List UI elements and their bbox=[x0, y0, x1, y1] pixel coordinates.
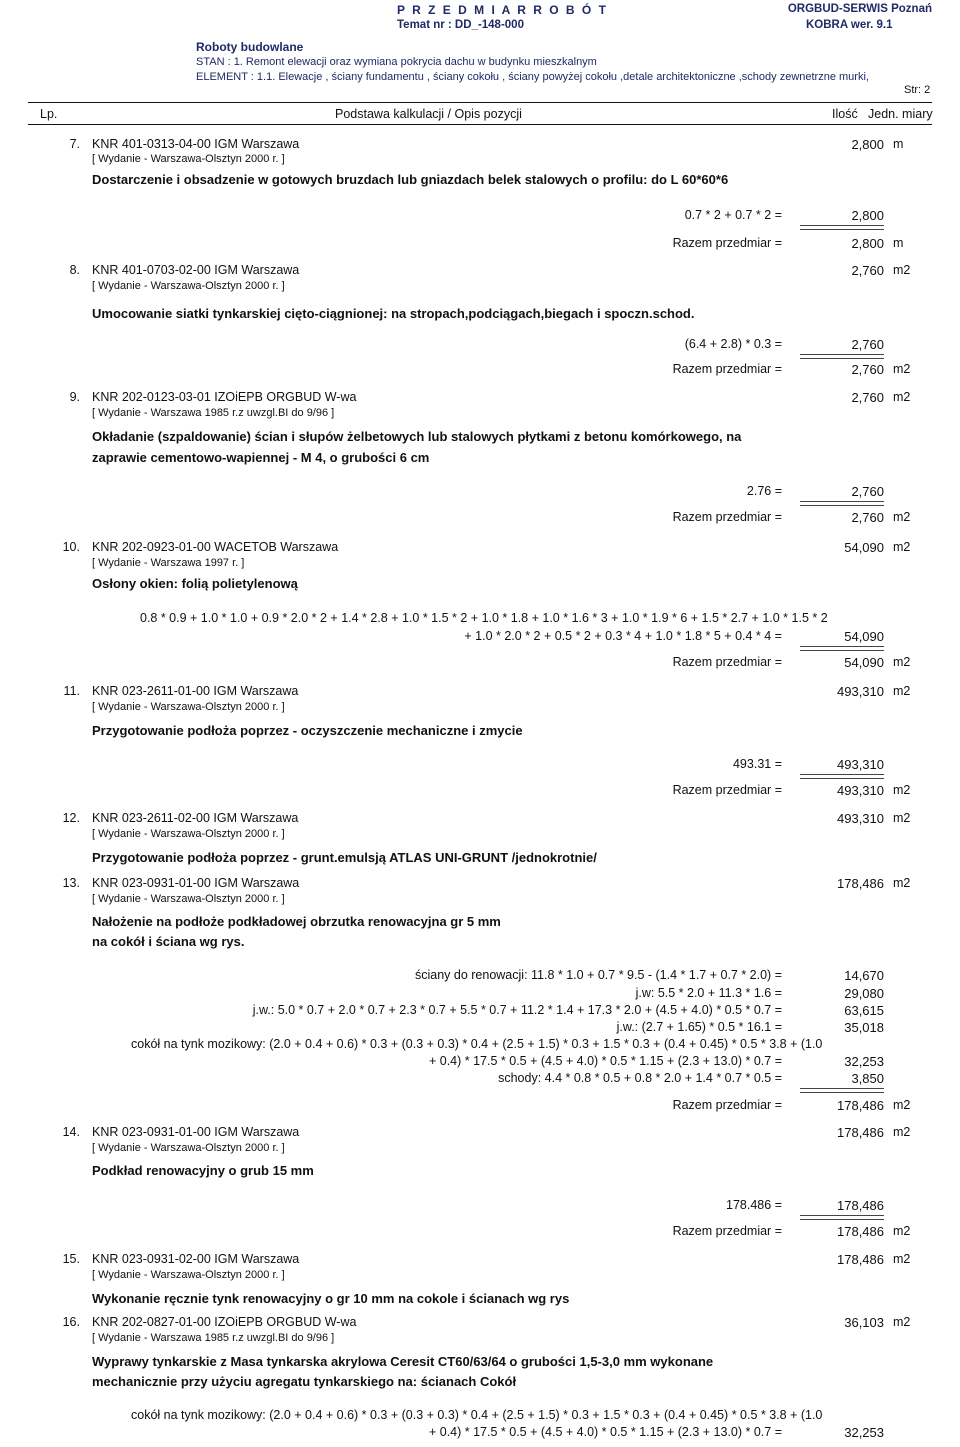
item-edition: [ Wydanie - Warszawa-Olsztyn 2000 r. ] bbox=[92, 701, 285, 713]
col-lp: Lp. bbox=[40, 107, 58, 121]
item-edition: [ Wydanie - Warszawa 1985 r.z uwzgl.BI do 9/96 ] bbox=[92, 1332, 335, 1344]
company-name: ORGBUD-SERWIS Poznań bbox=[787, 3, 932, 15]
item-description: Wyprawy tynkarskie z Masa tynkarska akrylowa Ceresit CT60/63/64 o grubości 1,5-3,0 mm wykonane bbox=[92, 1354, 714, 1369]
category-title: Roboty budowlane bbox=[196, 40, 304, 54]
software-version: KOBRA wer. 9.1 bbox=[806, 19, 893, 31]
item-edition: [ Wydanie - Warszawa-Olsztyn 2000 r. ] bbox=[92, 828, 285, 840]
col-qty: Ilość bbox=[832, 107, 858, 121]
razem-unit: m2 bbox=[893, 510, 911, 524]
calc-value: 32,253 bbox=[844, 1425, 884, 1440]
item-description: Okładanie (szpaldowanie) ścian i słupów żelbetowych lub stalowych płytkami z betonu komórkowego, na bbox=[92, 429, 742, 444]
col-basis: Podstawa kalkulacji / Opis pozycji bbox=[335, 107, 522, 121]
item-unit: m2 bbox=[893, 540, 911, 554]
razem-label: Razem przedmiar = bbox=[672, 510, 782, 524]
item-qty: 178,486 bbox=[837, 876, 884, 891]
item-edition: [ Wydanie - Warszawa-Olsztyn 2000 r. ] bbox=[92, 893, 285, 905]
razem-unit: m2 bbox=[893, 362, 911, 376]
calc-formula: 0.7 * 2 + 0.7 * 2 = bbox=[684, 208, 782, 222]
razem-label: Razem przedmiar = bbox=[672, 362, 782, 376]
razem-unit: m bbox=[893, 236, 904, 250]
item-code: KNR 401-0703-02-00 IGM Warszawa bbox=[92, 263, 300, 277]
item-unit: m2 bbox=[893, 1125, 911, 1139]
item-edition: [ Wydanie - Warszawa-Olsztyn 2000 r. ] bbox=[92, 280, 285, 292]
calc-value: 2,800 bbox=[851, 208, 884, 223]
razem-unit: m2 bbox=[893, 1224, 911, 1238]
item-no: 8. bbox=[69, 263, 80, 277]
calc-formula: j.w: 5.5 * 2.0 + 11.3 * 1.6 = bbox=[635, 986, 782, 1000]
item-code: KNR 023-2611-02-00 IGM Warszawa bbox=[92, 811, 299, 825]
calc-value: 2,760 bbox=[851, 337, 884, 352]
calc-formula: cokół na tynk mozikowy: (2.0 + 0.4 + 0.6) * 0.3 + (0.3 + 0.3) * 0.4 + (2.5 + 1.5) * 0.3 + 1.5 * 0.3 + (0.4 + 0.45) * 0.5 * 3.8 + (1.0 bbox=[131, 1408, 823, 1422]
calc-formula: schody: 4.4 * 0.8 * 0.5 + 0.8 * 2.0 + 1.4 * 0.7 * 0.5 = bbox=[498, 1071, 782, 1085]
calc-value: 32,253 bbox=[844, 1054, 884, 1069]
sum-rule bbox=[800, 501, 884, 506]
element-line: ELEMENT : 1.1. Elewacje , ściany fundamentu , ściany cokołu , ściany powyżej cokołu ,detale architektoniczne ,schody zewnetrzne murki, bbox=[196, 71, 869, 83]
header-top-rule bbox=[28, 102, 932, 103]
item-description: mechanicznie przy użyciu agregatu tynkarskiego na: ścianach Cokół bbox=[92, 1374, 517, 1389]
col-unit: Jedn. miary bbox=[868, 107, 933, 121]
item-unit: m2 bbox=[893, 1315, 911, 1329]
item-code: KNR 023-2611-01-00 IGM Warszawa bbox=[92, 684, 299, 698]
item-code: KNR 202-0827-01-00 IZOiEPB ORGBUD W-wa bbox=[92, 1315, 357, 1329]
calc-formula: cokół na tynk mozikowy: (2.0 + 0.4 + 0.6) * 0.3 + (0.3 + 0.3) * 0.4 + (2.5 + 1.5) * 0.3 + 1.5 * 0.3 + (0.4 + 0.45) * 0.5 * 3.8 + (1.0 bbox=[131, 1037, 823, 1051]
razem-value: 54,090 bbox=[844, 655, 884, 670]
calc-formula: + 0.4) * 17.5 * 0.5 + (4.5 + 4.0) * 0.5 * 1.15 + (2.3 + 13.0) * 0.7 = bbox=[428, 1425, 782, 1439]
item-no: 14. bbox=[62, 1125, 80, 1139]
razem-label: Razem przedmiar = bbox=[672, 655, 782, 669]
item-description: Osłony okien: folią polietylenową bbox=[92, 576, 298, 591]
item-qty: 54,090 bbox=[844, 540, 884, 555]
calc-formula: (6.4 + 2.8) * 0.3 = bbox=[684, 337, 782, 351]
razem-unit: m2 bbox=[893, 1098, 911, 1112]
item-qty: 493,310 bbox=[837, 811, 884, 826]
item-unit: m2 bbox=[893, 876, 911, 890]
item-unit: m2 bbox=[893, 684, 911, 698]
item-qty: 2,760 bbox=[851, 263, 884, 278]
sum-rule bbox=[800, 1088, 884, 1093]
header-bottom-rule bbox=[28, 124, 932, 125]
razem-label: Razem przedmiar = bbox=[672, 1098, 782, 1112]
sum-rule bbox=[800, 774, 884, 779]
item-unit: m2 bbox=[893, 811, 911, 825]
item-qty: 178,486 bbox=[837, 1252, 884, 1267]
sum-rule bbox=[800, 646, 884, 651]
item-no: 11. bbox=[63, 684, 80, 698]
calc-formula: 2.76 = bbox=[746, 484, 782, 498]
item-no: 9. bbox=[69, 390, 80, 404]
razem-value: 493,310 bbox=[837, 783, 884, 798]
razem-unit: m2 bbox=[893, 655, 911, 669]
item-no: 12. bbox=[62, 811, 80, 825]
item-unit: m2 bbox=[893, 1252, 911, 1266]
item-qty: 178,486 bbox=[837, 1125, 884, 1140]
stan-line: STAN : 1. Remont elewacji oraz wymiana pokrycia dachu w budynku mieszkalnym bbox=[196, 56, 597, 68]
calc-value: 54,090 bbox=[844, 629, 884, 644]
calc-value: 178,486 bbox=[837, 1198, 884, 1213]
item-description: zaprawie cementowo-wapiennej - M 4, o grubości 6 cm bbox=[92, 450, 430, 465]
razem-label: Razem przedmiar = bbox=[672, 1224, 782, 1238]
item-code: KNR 202-0123-03-01 IZOiEPB ORGBUD W-wa bbox=[92, 390, 357, 404]
razem-value: 178,486 bbox=[837, 1098, 884, 1113]
calc-formula: ściany do renowacji: 11.8 * 1.0 + 0.7 * 9.5 - (1.4 * 1.7 + 0.7 * 2.0) = bbox=[414, 968, 782, 982]
item-description: Przygotowanie podłoża poprzez - grunt.emulsją ATLAS UNI-GRUNT /jednokrotnie/ bbox=[92, 850, 597, 865]
report-title: P R Z E D M I A R R O B Ó T bbox=[397, 3, 608, 17]
item-code: KNR 023-0931-02-00 IGM Warszawa bbox=[92, 1252, 300, 1266]
sum-rule bbox=[800, 354, 884, 359]
calc-formula: 0.8 * 0.9 + 1.0 * 1.0 + 0.9 * 2.0 * 2 + 1.4 * 2.8 + 1.0 * 1.5 * 2 + 1.0 * 1.8 + 1.0 * 1.6 * 3 + 1.0 * 1.9 * 6 + 1.5 * 2.7 + 1.0 * 1.5 * 2 bbox=[140, 611, 828, 625]
razem-value: 2,760 bbox=[851, 510, 884, 525]
sum-rule bbox=[800, 225, 884, 230]
item-no: 16. bbox=[62, 1315, 80, 1329]
item-unit: m bbox=[893, 137, 904, 151]
item-no: 10. bbox=[62, 540, 80, 554]
item-no: 13. bbox=[62, 876, 80, 890]
calc-value: 493,310 bbox=[837, 757, 884, 772]
razem-value: 178,486 bbox=[837, 1224, 884, 1239]
temat-number: Temat nr : DD_-148-000 bbox=[397, 19, 524, 31]
item-unit: m2 bbox=[893, 390, 911, 404]
item-description: na cokół i ściana wg rys. bbox=[92, 934, 245, 949]
calc-formula: j.w.: 5.0 * 0.7 + 2.0 * 0.7 + 2.3 * 0.7 + 5.5 * 0.7 + 11.2 * 1.4 + 17.3 * 2.0 + (4.5 + 4.0) * 0.5 * 0.7 = bbox=[252, 1003, 782, 1017]
calc-value: 35,018 bbox=[844, 1020, 884, 1035]
item-edition: [ Wydanie - Warszawa-Olsztyn 2000 r. ] bbox=[92, 153, 285, 165]
calc-formula: j.w.: (2.7 + 1.65) * 0.5 * 16.1 = bbox=[616, 1020, 782, 1034]
item-edition: [ Wydanie - Warszawa 1997 r. ] bbox=[92, 557, 245, 569]
item-description: Wykonanie ręcznie tynk renowacyjny o gr 10 mm na cokole i ścianach wg rys bbox=[92, 1291, 570, 1306]
item-edition: [ Wydanie - Warszawa-Olsztyn 2000 r. ] bbox=[92, 1269, 285, 1281]
item-qty: 36,103 bbox=[844, 1315, 884, 1330]
calc-value: 14,670 bbox=[844, 968, 884, 983]
calc-value: 2,760 bbox=[851, 484, 884, 499]
item-no: 15. bbox=[62, 1252, 80, 1266]
item-code: KNR 202-0923-01-00 WACETOB Warszawa bbox=[92, 540, 339, 554]
item-description: Nałożenie na podłoże podkładowej obrzutka renowacyjna gr 5 mm bbox=[92, 914, 501, 929]
item-code: KNR 023-0931-01-00 IGM Warszawa bbox=[92, 876, 300, 890]
item-no: 7. bbox=[69, 137, 80, 151]
item-code: KNR 401-0313-04-00 IGM Warszawa bbox=[92, 137, 300, 151]
item-code: KNR 023-0931-01-00 IGM Warszawa bbox=[92, 1125, 300, 1139]
razem-value: 2,800 bbox=[851, 236, 884, 251]
calc-formula: + 0.4) * 17.5 * 0.5 + (4.5 + 4.0) * 0.5 * 1.15 + (2.3 + 13.0) * 0.7 = bbox=[428, 1054, 782, 1068]
item-edition: [ Wydanie - Warszawa-Olsztyn 2000 r. ] bbox=[92, 1142, 285, 1154]
item-unit: m2 bbox=[893, 263, 911, 277]
item-qty: 2,760 bbox=[851, 390, 884, 405]
page-number: Str: 2 bbox=[904, 84, 931, 96]
calc-formula: 178.486 = bbox=[726, 1198, 782, 1212]
calc-formula: + 1.0 * 2.0 * 2 + 0.5 * 2 + 0.3 * 4 + 1.0 * 1.8 * 5 + 0.4 * 4 = bbox=[464, 629, 782, 643]
razem-unit: m2 bbox=[893, 783, 911, 797]
razem-label: Razem przedmiar = bbox=[672, 236, 782, 250]
calc-value: 29,080 bbox=[844, 986, 884, 1001]
item-qty: 493,310 bbox=[837, 684, 884, 699]
calc-value: 63,615 bbox=[844, 1003, 884, 1018]
item-description: Podkład renowacyjny o grub 15 mm bbox=[92, 1163, 314, 1178]
item-description: Dostarczenie i obsadzenie w gotowych bruzdach lub gniazdach belek stalowych o profilu: do L 60*60*6 bbox=[92, 172, 729, 187]
sum-rule bbox=[800, 1215, 884, 1220]
item-description: Umocowanie siatki tynkarskiej cięto-ciągnionej: na stropach,podciągach,biegach i spoczn.schod. bbox=[92, 306, 695, 321]
razem-value: 2,760 bbox=[851, 362, 884, 377]
item-description: Przygotowanie podłoża poprzez - oczyszczenie mechaniczne i zmycie bbox=[92, 723, 523, 738]
razem-label: Razem przedmiar = bbox=[672, 783, 782, 797]
calc-value: 3,850 bbox=[851, 1071, 884, 1086]
calc-formula: 493.31 = bbox=[732, 757, 782, 771]
item-edition: [ Wydanie - Warszawa 1985 r.z uwzgl.BI do 9/96 ] bbox=[92, 407, 335, 419]
item-qty: 2,800 bbox=[851, 137, 884, 152]
